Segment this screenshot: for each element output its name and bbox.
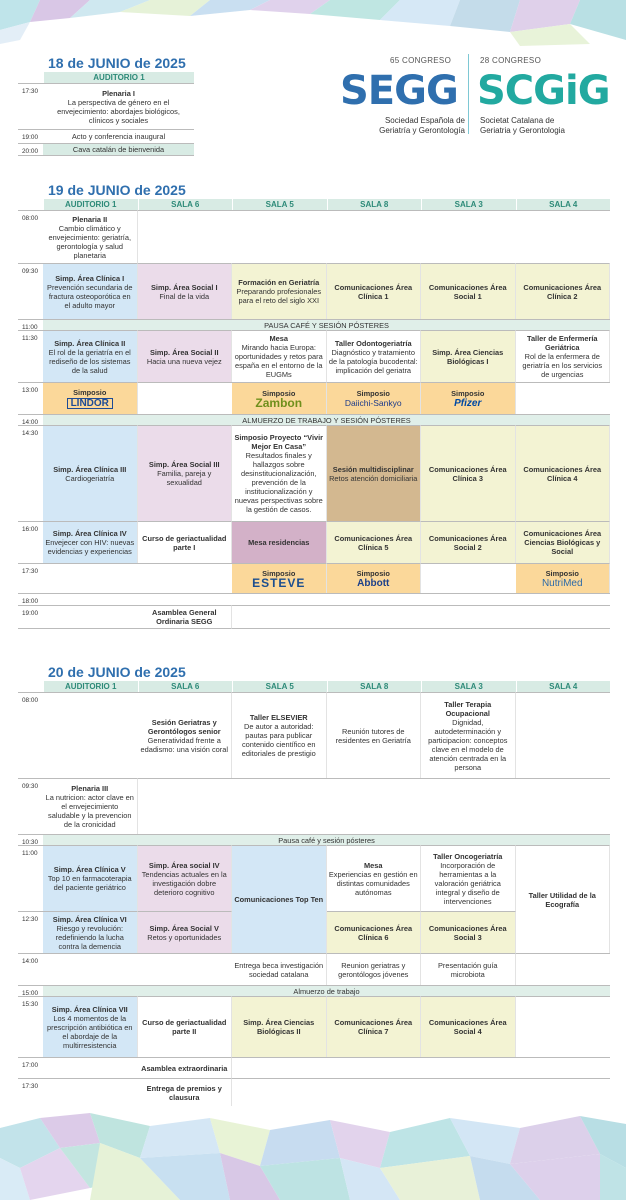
session-formacion-geriatria[interactable]: Formación en Geriatría Preparando profesionales para el reto del siglo XXI xyxy=(232,263,327,319)
day2-title: 19 de JUNIO de 2025 xyxy=(48,182,186,198)
empty-slot xyxy=(138,953,233,985)
scgig-congress-label: 28 CONGRESO xyxy=(480,56,542,65)
session-comunicaciones-social-1[interactable]: Comunicaciones Área Social 1 xyxy=(421,263,516,319)
room-header: SALA 4 xyxy=(516,681,611,692)
lindor-logo: LINDOR xyxy=(67,398,113,409)
room-header: SALA 5 xyxy=(232,681,327,692)
room-header: AUDITORIO 1 xyxy=(43,681,138,692)
room-header: SALA 6 xyxy=(138,199,233,210)
room-header: SALA 8 xyxy=(327,199,422,210)
day3-schedule xyxy=(18,681,610,1106)
symposium-esteve[interactable]: Simposio ESTEVE xyxy=(232,563,327,593)
session-comunicaciones-clinica-3[interactable]: Comunicaciones Área Clínica 3 xyxy=(421,425,516,521)
session-entrega-beca[interactable]: Entrega beca investigación sociedad catalana xyxy=(232,953,327,985)
nutrimed-logo: NutriMed xyxy=(541,578,583,589)
day1-room-header: AUDITORIO 1 xyxy=(43,72,194,83)
session-mesa-residencias[interactable]: Mesa residencias xyxy=(232,521,327,563)
empty-slot xyxy=(43,605,138,629)
session-comunicaciones-clinica-4[interactable]: Comunicaciones Área Clínica 4 xyxy=(516,425,611,521)
session-taller-enfermeria[interactable]: Taller de Enfermería Geriátrica Rol de la enfermera de geriatría en los servicios de urgencias xyxy=(516,330,611,382)
empty-slot xyxy=(516,382,611,414)
session-asamblea-extraordinaria[interactable]: Asamblea extraordinaria xyxy=(138,1057,233,1078)
time-label: 14:30 xyxy=(18,425,43,521)
symposium-daiichi-sankyo[interactable]: Simposio Daiichi-Sankyo xyxy=(327,382,422,414)
symposium-pfizer[interactable]: Simposio Pfizer xyxy=(421,382,516,414)
bottom-mosaic-decoration xyxy=(0,1088,626,1200)
time-label: 12:30 xyxy=(18,911,43,953)
session-taller-ecografia[interactable]: Taller Utilidad de la Ecografía xyxy=(516,845,611,953)
empty-slot xyxy=(43,692,138,778)
session-simp-social-iv[interactable]: Simp. Área social IV Tendencias actuales en la investigación dobre deterioro cognitivo xyxy=(138,845,233,911)
empty-slot xyxy=(138,382,233,414)
session-curso-geriactualidad-i[interactable]: Curso de geriactualidad parte I xyxy=(138,521,233,563)
empty-slot xyxy=(138,778,611,834)
session-simp-clinica-i[interactable]: Simp. Área Clínica I Prevención secundaria de fractura osteoporótica en el adulto mayor xyxy=(43,263,138,319)
time-label: 19:00 xyxy=(18,605,43,629)
session-comunicaciones-clinica-7[interactable]: Comunicaciones Área Clínica 7 xyxy=(327,996,422,1057)
time-label: 16:00 xyxy=(18,521,43,563)
time-label: 09:30 xyxy=(18,778,43,834)
session-simp-clinica-iii[interactable]: Simp. Área Clínica III Cardiogeriatría xyxy=(43,425,138,521)
room-header: SALA 8 xyxy=(327,681,422,692)
session-plenaria-ii[interactable]: Plenaria II Cambio climático y envejecimiento: geriatría, gerontología y salud planetaria xyxy=(43,210,138,263)
session-simp-clinica-vi[interactable]: Simp. Área Clínica VI Riesgo y revolución: redefiniendo la lucha contra la demencia xyxy=(43,911,138,953)
empty-slot xyxy=(43,953,138,985)
lunch-break-bar: Almuerzo de trabajo xyxy=(43,985,610,996)
session-comunicaciones-clinica-1[interactable]: Comunicaciones Área Clínica 1 xyxy=(327,263,422,319)
empty-slot xyxy=(232,1057,610,1078)
session-geriatras-senior[interactable]: Sesión Geriatras y Gerontólogos senior Generatividad frente a edadismo: una visión coral xyxy=(138,692,233,778)
empty-slot xyxy=(516,953,611,985)
brand-divider xyxy=(468,54,469,134)
session-simp-social-i[interactable]: Simp. Área Social I Final de la vida xyxy=(138,263,233,319)
session-comunicaciones-clinica-2[interactable]: Comunicaciones Área Clínica 2 xyxy=(516,263,611,319)
time-label: 09:30 xyxy=(18,263,43,319)
symposium-lindor[interactable]: Simposio LINDOR xyxy=(43,382,138,414)
time-label: 11:00 xyxy=(18,319,43,330)
room-header: SALA 3 xyxy=(421,199,516,210)
scgig-logo-text: SCGiG xyxy=(477,68,610,114)
time-label: 17:00 xyxy=(18,1057,43,1078)
room-header: AUDITORIO 1 xyxy=(43,199,138,210)
time-label: 11:00 xyxy=(18,845,43,911)
day1-schedule xyxy=(18,72,194,156)
session-simp-clinica-v[interactable]: Simp. Área Clínica V Top 10 en farmacoterapia del paciente geriátrico xyxy=(43,845,138,911)
congress-branding xyxy=(340,54,620,144)
symposium-abbott[interactable]: Simposio Abbott xyxy=(327,563,422,593)
session-simp-clinica-ii[interactable]: Simp. Área Clínica II El rol de la geriatría en el rediseño de los sistemas de la salud xyxy=(43,330,138,382)
session-guia-microbiota[interactable]: Presentación guía microbiota xyxy=(421,953,516,985)
session-comunicaciones-clinica-6[interactable]: Comunicaciones Área Clínica 6 xyxy=(327,911,422,953)
time-label: 11:30 xyxy=(18,330,43,382)
session-comunicaciones-social-3[interactable]: Comunicaciones Área Social 3 xyxy=(421,911,516,953)
esteve-logo: ESTEVE xyxy=(252,576,306,590)
empty-slot xyxy=(138,210,611,263)
session-simp-ciencias-biologicas-ii[interactable]: Simp. Área Ciencias Biológicas II xyxy=(232,996,327,1057)
session-comunicaciones-social-4[interactable]: Comunicaciones Área Social 4 xyxy=(421,996,516,1057)
session-reunion-tutores[interactable]: Reunión tutores de residentes en Geriatría xyxy=(327,692,422,778)
session-comunicaciones-clinica-5[interactable]: Comunicaciones Área Clínica 5 xyxy=(327,521,422,563)
session-mesa-gestion[interactable]: Mesa Experiencias en gestión en distintas comunidades autónomas xyxy=(327,845,422,911)
session-simp-clinica-iv[interactable]: Simp. Área Clínica IV Envejecer con HIV: nuevas evidencias y experiencias xyxy=(43,521,138,563)
empty-slot xyxy=(421,563,516,593)
symposium-nutrimed[interactable]: Simposio NutriMed xyxy=(516,563,611,593)
empty-slot xyxy=(43,563,138,593)
session-vivir-mejor-en-casa[interactable]: Simposio Proyecto “Vivir Mejor En Casa” Resultados finales y hallazgos sobre desinstitucionalización, prevención de la institucionalización y nuevas perspectivas sobre la gestión de casos. xyxy=(232,425,327,521)
session-reunion-jovenes[interactable]: Reunion geriatras y gerontólogos jóvenes xyxy=(327,953,422,985)
symposium-zambon[interactable]: Simposio Zambon xyxy=(232,382,327,414)
pfizer-logo: Pfizer xyxy=(454,398,482,409)
session-asamblea-general[interactable]: Asamblea General Ordinaria SEGG xyxy=(138,605,233,629)
session-comunicaciones-top-ten[interactable]: Comunicaciones Top Ten xyxy=(232,845,327,953)
scgig-full-name: Societat Catalana de Geriatria y Gerontologia xyxy=(480,116,565,135)
time-label: 17:30 xyxy=(18,1078,43,1106)
empty-slot xyxy=(43,1057,138,1078)
session-comunicaciones-biologicas-social[interactable]: Comunicaciones Área Ciencias Biológicas y Social xyxy=(516,521,611,563)
session-mesa-europa[interactable]: Mesa Mirando hacia Europa: oportunidades y retos para españa en el entorno de la EUGMs xyxy=(232,330,327,382)
time-label: 10:30 xyxy=(18,834,43,845)
session-taller-odontogeriatria[interactable]: Taller Odontogeriatría Diagnóstico y tratamiento de la patología bucodental: implicación del geriatra xyxy=(327,330,422,382)
time-label: 17:30 xyxy=(18,83,43,129)
session-taller-elsevier[interactable]: Taller ELSEVIER De autor a autoridad: pautas para publicar contenido científico en editoriales de prestigio xyxy=(232,692,327,778)
session-simp-clinica-vii[interactable]: Simp. Área Clínica VII Los 4 momentos de la prescripción antibiótica en el abordaje de la multirresistencia xyxy=(43,996,138,1057)
empty-slot xyxy=(232,605,610,629)
abbott-logo: Abbott xyxy=(357,578,390,589)
room-header: SALA 3 xyxy=(421,681,516,692)
empty-slot xyxy=(516,692,611,778)
session-curso-geriactualidad-ii[interactable]: Curso de geriactualidad parte II xyxy=(138,996,233,1057)
time-label: 18:00 xyxy=(18,593,43,605)
daiichi-sankyo-logo: Daiichi-Sankyo xyxy=(344,398,402,408)
session-simp-social-v[interactable]: Simp. Área Social V Retos y oportunidades xyxy=(138,911,233,953)
segg-congress-label: 65 CONGRESO xyxy=(390,56,452,65)
empty-slot xyxy=(138,563,233,593)
time-label: 08:00 xyxy=(18,210,43,263)
time-label: 14:00 xyxy=(18,414,43,425)
time-label: 20:00 xyxy=(18,143,43,156)
time-label: 15:30 xyxy=(18,996,43,1057)
time-label: 08:00 xyxy=(18,692,43,778)
session-taller-terapia-ocupacional[interactable]: Taller Terapia Ocupacional Dignidad, autodeterminación y participacion: conceptos clave en el modelo de atención centrada en la persona xyxy=(421,692,516,778)
time-label: 14:00 xyxy=(18,953,43,985)
day2-schedule xyxy=(18,199,610,629)
time-label: 15:00 xyxy=(18,985,43,996)
room-header: SALA 6 xyxy=(138,681,233,692)
time-label: 19:00 xyxy=(18,129,43,143)
day1-inaugural-act[interactable]: Acto y conferencia inaugural xyxy=(43,129,194,143)
session-entrega-premios-clausura[interactable]: Entrega de premios y clausura xyxy=(138,1078,233,1106)
room-header: SALA 4 xyxy=(516,199,611,210)
room-header: SALA 5 xyxy=(232,199,327,210)
session-plenaria-iii[interactable]: Plenaria III La nutricion: actor clave en el envejecimiento saludable y la prevencion de la cronicidad xyxy=(43,778,138,834)
coffee-break-bar: PAUSA CAFÉ Y SESIÓN PÓSTERES xyxy=(43,319,610,330)
empty-slot xyxy=(43,593,610,605)
empty-slot xyxy=(516,996,611,1057)
session-simp-ciencias-biologicas-i[interactable]: Simp. Área Ciencias Biológicas I xyxy=(421,330,516,382)
time-label: 13:00 xyxy=(18,382,43,414)
segg-full-name: Sociedad Española de Geriatría y Gerontología xyxy=(379,116,465,135)
top-mosaic-decoration xyxy=(0,0,626,48)
coffee-break-bar: Pausa café y sesión pósteres xyxy=(43,834,610,845)
zambon-logo: Zambon xyxy=(255,396,303,410)
time-label: 17:30 xyxy=(18,563,43,593)
day1-welcome-cava[interactable]: Cava catalán de bienvenida xyxy=(43,143,194,156)
lunch-break-bar: ALMUERZO DE TRABAJO Y SESIÓN PÓSTERES xyxy=(43,414,610,425)
session-taller-oncogeriatria[interactable]: Taller Oncogeriatría Incorporación de herramientas a la valoración geriátrica integral y diseño de intervenciones xyxy=(421,845,516,911)
day1-plenaria-i[interactable]: Plenaria I La perspectiva de género en el envejecimiento: abordajes biológicos, clínicos y sociales xyxy=(43,83,194,129)
session-multidisciplinar[interactable]: Sesión multidisciplinar Retos atención domiciliaria xyxy=(327,425,422,521)
segg-logo-text: SEGG xyxy=(340,68,458,114)
session-simp-social-ii[interactable]: Simp. Área Social II Hacia una nueva vejez xyxy=(138,330,233,382)
day3-title: 20 de JUNIO de 2025 xyxy=(48,664,186,680)
session-comunicaciones-social-2[interactable]: Comunicaciones Área Social 2 xyxy=(421,521,516,563)
day1-title: 18 de JUNIO de 2025 xyxy=(48,55,186,71)
session-simp-social-iii[interactable]: Simp. Área Social III Familia, pareja y sexualidad xyxy=(138,425,233,521)
